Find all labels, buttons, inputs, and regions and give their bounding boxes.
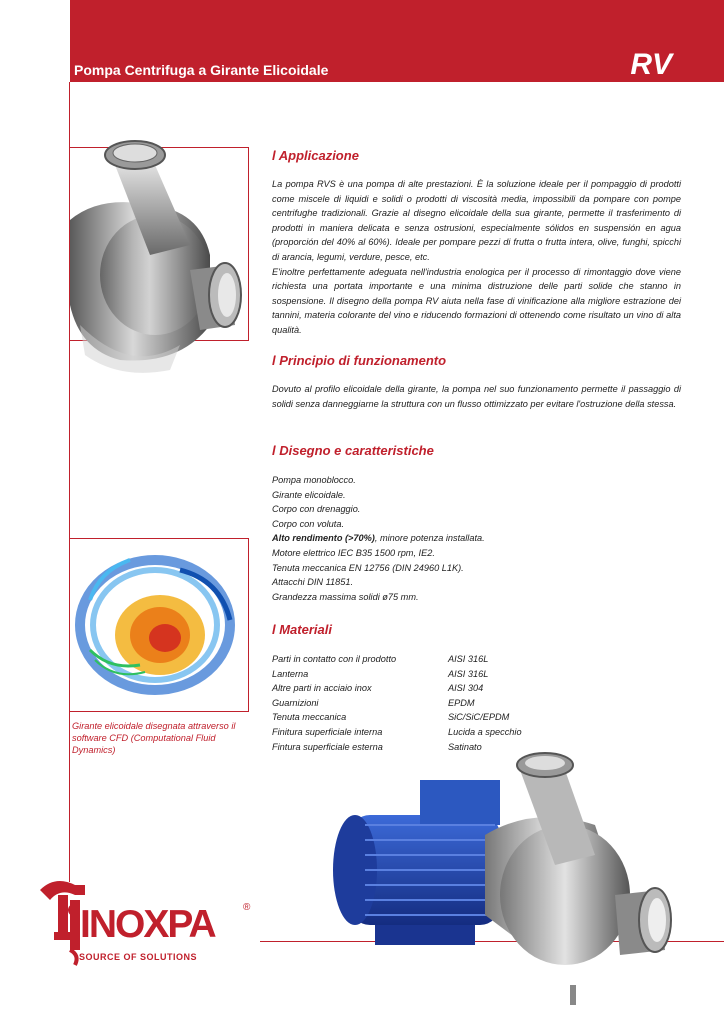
- section-title-principio: l Principio di funzionamento: [272, 353, 447, 368]
- principio-paragraph-1: Dovuto al profilo elicoidale della girante, la pompa nel suo funzionamento permette il passaggio di solidi senza danneggiarne la struttura con un flusso ottimizzato per evitare l'ostruzione della stessa.: [272, 384, 681, 409]
- section-title-materiali: l Materiali: [272, 622, 332, 637]
- list-item: Corpo con drenaggio.: [272, 504, 361, 515]
- list-item-rest: , minore potenza installata.: [374, 533, 485, 544]
- list-item: Pompa monoblocco.: [272, 475, 356, 485]
- table-row: [272, 681, 522, 696]
- logo-tagline: SOURCE OF SOLUTIONS: [79, 952, 198, 962]
- pump-photo: [60, 125, 250, 380]
- material-value: AISI 316L: [448, 668, 489, 679]
- material-value: AISI 304: [448, 683, 484, 694]
- table-row: [272, 696, 522, 711]
- list-item: Girante elicoidale.: [272, 489, 346, 500]
- material-part: Tenuta meccanica: [272, 712, 347, 723]
- pump-motor-photo: [325, 745, 710, 1015]
- material-part: Finitura superficiale interna: [272, 726, 383, 737]
- material-value: EPDM: [448, 697, 475, 708]
- product-code: RV: [630, 48, 672, 81]
- list-item: Corpo con voluta.: [272, 518, 345, 529]
- disegno-list: [272, 473, 485, 604]
- material-part: Parti in contatto con il prodotto: [272, 654, 397, 664]
- table-row: [272, 652, 522, 667]
- materials-table: [272, 652, 522, 754]
- material-value: SiC/SiC/EPDM: [448, 712, 510, 723]
- list-item: [272, 531, 485, 546]
- section-title-applicazione: l Applicazione: [272, 148, 359, 163]
- table-row: [272, 725, 522, 740]
- list-item: Attacchi DIN 11851.: [272, 577, 354, 588]
- material-part: Fintura superficiale esterna: [272, 741, 383, 752]
- material-value: Satinato: [448, 741, 482, 752]
- list-item-bold: Alto rendimento (>70%): [272, 533, 375, 544]
- section-title-disegno: l Disegno e caratteristiche: [272, 443, 434, 458]
- list-item: Tenuta meccanica EN 12756 (DIN 24960 L1K).: [272, 562, 464, 573]
- table-row: [272, 710, 522, 725]
- list-item: Motore elettrico IEC B35 1500 rpm, IE2.: [272, 547, 435, 558]
- material-value: Lucida a specchio: [448, 726, 522, 737]
- registered-mark: ®: [243, 902, 251, 913]
- principio-text: [272, 382, 681, 411]
- applicazione-paragraph-2: E'inoltre perfettamente adeguata nell'industria enologica per il processo di rimontaggio dove viene richiesta una portata importante e una minima distruzione delle parti solide che stanno in sospensione. Il disegno della pompa RV aiuta nella fase di vinificazione alla migliore estrazione dei tannini, materia colorante del vino e riducendo formazioni di ottenendo come risultato un vino di alta qualità.: [272, 266, 681, 335]
- material-part: Guarnizioni: [272, 697, 319, 708]
- cfd-image: [70, 540, 248, 710]
- material-value: AISI 316L: [448, 654, 489, 664]
- applicazione-text: [272, 177, 681, 338]
- logo-wordmark: INOXPA: [80, 903, 215, 946]
- cfd-caption: Girante elicoidale disegnata attraverso il software CFD (Computational Fluid Dynamics): [72, 721, 236, 755]
- list-item: Grandezza massima solidi ø75 mm.: [272, 591, 419, 602]
- page-title: Pompa Centrifuga a Girante Elicoidale: [74, 62, 329, 78]
- material-part: Lanterna: [272, 668, 309, 679]
- applicazione-paragraph-1: La pompa RVS è una pompa di alte prestazioni. È la soluzione ideale per il pompaggio di prodotti come miscele di liquidi e solidi o prodotti di viscosità media, impossibili da pompare con pompe centrifughe tradizionali. Grazie al disegno elicoidale della sua girante, permette il trasferimento di prodotti in maniera delicata e senza ostrusioni, especialmente sólidos en suspensión en agua (proporción del 40% al 60%). Ideale per pompare pezzi di frutta o frutta intera, olive, funghi, spicchi di arancia, legumi, verdure, pesce, etc.: [272, 179, 681, 262]
- table-row: [272, 667, 522, 682]
- material-part: Altre parti in acciaio inox: [272, 683, 372, 694]
